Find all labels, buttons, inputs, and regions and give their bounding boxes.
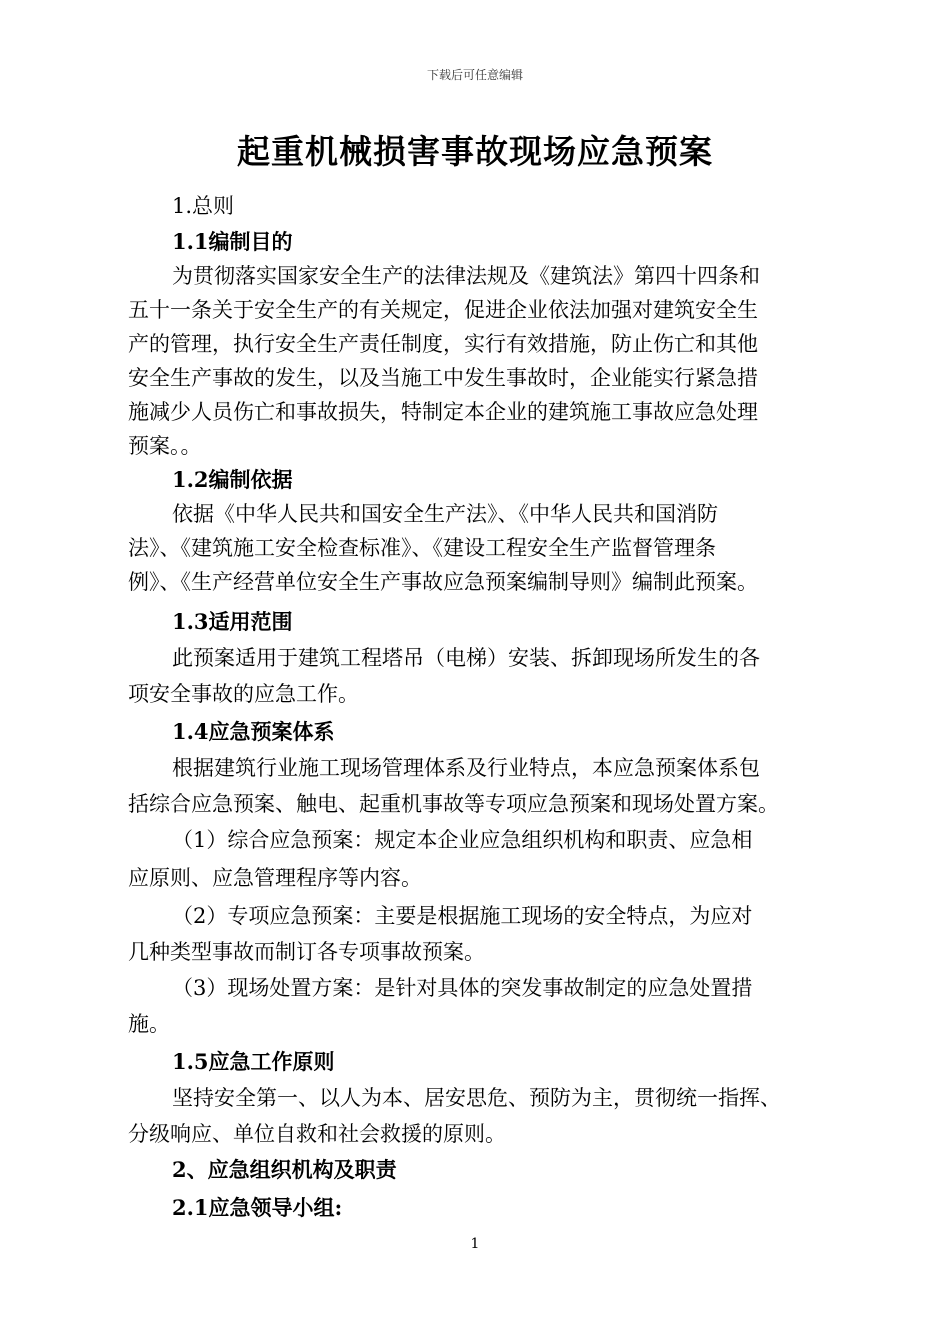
section-heading: 1.总则	[172, 194, 235, 218]
paragraph-line: 项安全事故的应急工作。	[128, 682, 359, 706]
section-heading: 1.3适用范围	[172, 609, 293, 634]
paragraph-line: 分级响应、单位自救和社会救援的原则。	[128, 1122, 506, 1146]
paragraph-line: 依据《中华人民共和国安全生产法》、《中华人民共和国消防	[172, 502, 718, 526]
paragraph-line: 坚持安全第一、以人为本、居安思危、预防为主，贯彻统一指挥、	[172, 1086, 781, 1110]
paragraph-line: 法》、《建筑施工安全检查标准》、《建设工程安全生产监督管理条	[128, 536, 716, 560]
paragraph-line: 括综合应急预案、触电、起重机事故等专项应急预案和现场处置方案。	[128, 792, 779, 816]
paragraph-line: 为贯彻落实国家安全生产的法律法规及《建筑法》第四十四条和	[172, 264, 760, 288]
page-number: 1	[470, 1236, 480, 1252]
paragraph-line: （2）专项应急预案：主要是根据施工现场的安全特点，为应对	[172, 904, 753, 928]
paragraph-line: 根据建筑行业施工现场管理体系及行业特点，本应急预案体系包	[172, 756, 760, 780]
paragraph-line: （1）综合应急预案：规定本企业应急组织机构和职责、应急相	[172, 828, 753, 852]
paragraph-line: 施。	[128, 1012, 170, 1036]
section-heading: 2、应急组织机构及职责	[172, 1157, 397, 1182]
paragraph-line: 几种类型事故而制订各专项事故预案。	[128, 940, 485, 964]
document-title: 起重机械损害事故现场应急预案	[237, 132, 713, 171]
paragraph-line: 此预案适用于建筑工程塔吊（电梯）安装、拆卸现场所发生的各	[172, 646, 760, 670]
paragraph-line: 应原则、应急管理程序等内容。	[128, 866, 422, 890]
header-note: 下载后可任意编辑	[426, 68, 523, 82]
section-heading: 2.1应急领导小组:	[172, 1195, 343, 1220]
section-heading: 1.2编制依据	[172, 467, 293, 492]
paragraph-line: 安全生产事故的发生，以及当施工中发生事故时，企业能实行紧急措	[128, 366, 758, 390]
paragraph-line: 例》、《生产经营单位安全生产事故应急预案编制导则》编制此预案。	[128, 570, 758, 594]
paragraph-line: 五十一条关于安全生产的有关规定，促进企业依法加强对建筑安全生	[128, 298, 758, 322]
section-heading: 1.4应急预案体系	[172, 719, 335, 744]
paragraph-line: （3）现场处置方案：是针对具体的突发事故制定的应急处置措	[172, 976, 753, 1000]
paragraph-line: 施减少人员伤亡和事故损失，特制定本企业的建筑施工事故应急处理	[128, 400, 758, 424]
paragraph-line: 预案。。	[128, 434, 202, 458]
section-heading: 1.5应急工作原则	[172, 1049, 335, 1074]
paragraph-line: 产的管理，执行安全生产责任制度，实行有效措施，防止伤亡和其他	[128, 332, 758, 356]
section-heading: 1.1编制目的	[172, 229, 293, 254]
